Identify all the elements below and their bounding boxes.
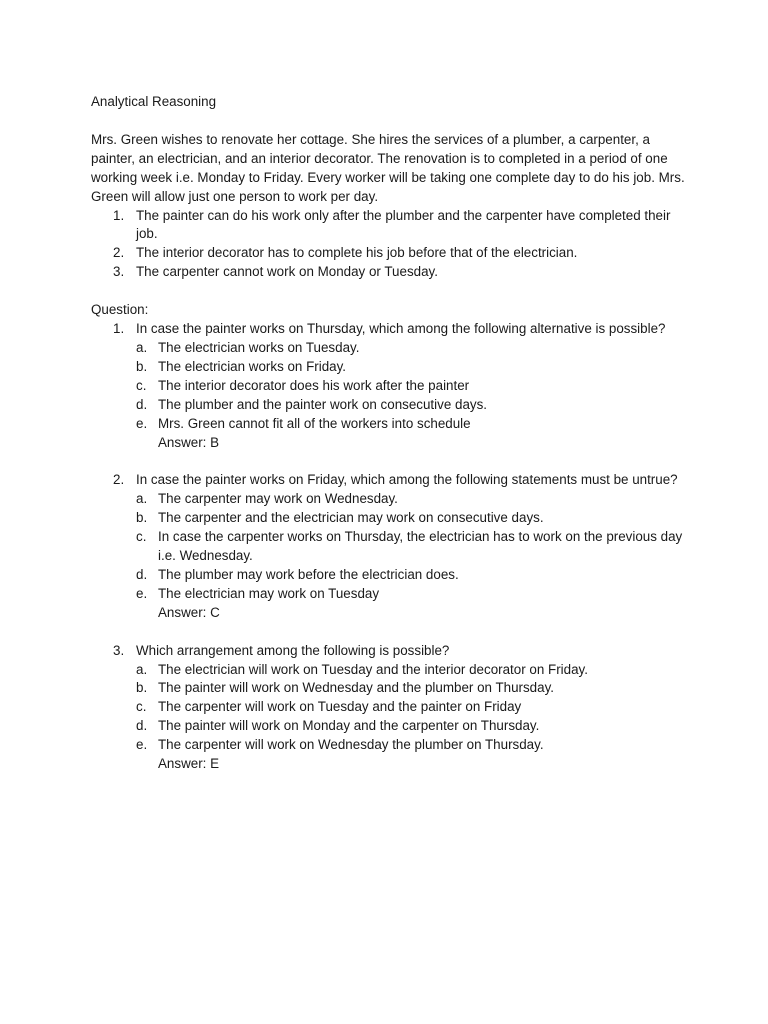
rule-item: [91, 244, 691, 263]
rules-list: [91, 207, 691, 283]
question-text: Which arrangement among the following is possible?: [136, 642, 450, 658]
question-label: Question:: [91, 302, 149, 318]
rule-item: [91, 207, 691, 245]
option-text: The electrician may work on Tuesday: [158, 585, 380, 601]
option-item: [136, 528, 691, 566]
option-item: [136, 377, 691, 396]
question-number: 3.: [113, 642, 125, 658]
option-letter: b.: [136, 358, 148, 374]
rule-number: 1.: [113, 207, 125, 223]
option-item: [136, 415, 691, 434]
question-text: In case the painter works on Thursday, which among the following alternative is possible?: [136, 321, 666, 337]
question-item: [91, 471, 691, 622]
rule-number: 2.: [113, 245, 125, 261]
answer-text: Answer: B: [158, 434, 220, 450]
option-text: The carpenter will work on Tuesday and the painter on Friday: [158, 699, 522, 715]
question-item: [91, 320, 691, 452]
option-letter: d.: [136, 396, 148, 412]
option-item: [136, 566, 691, 585]
option-letter: d.: [136, 566, 148, 582]
question-text: In case the painter works on Friday, which among the following statements must be untrue?: [136, 472, 678, 488]
option-letter: c.: [136, 377, 147, 393]
option-item: [136, 339, 691, 358]
option-letter: a.: [136, 661, 148, 677]
rule-text: The interior decorator has to complete his job before that of the electrician.: [136, 245, 578, 261]
questions-list: [91, 320, 691, 774]
option-text: The electrician works on Tuesday.: [158, 339, 360, 355]
option-text: In case the carpenter works on Thursday, the electrician has to work on the previous day i.e. Wednesday.: [158, 529, 683, 564]
option-item: [136, 736, 691, 755]
option-text: The electrician will work on Tuesday and the interior decorator on Friday.: [158, 661, 588, 677]
options-list: [136, 661, 691, 756]
option-text: The painter will work on Wednesday and the plumber on Thursday.: [158, 680, 554, 696]
rule-number: 3.: [113, 264, 125, 280]
option-text: The carpenter will work on Wednesday the plumber on Thursday.: [158, 737, 544, 753]
option-text: The electrician works on Friday.: [158, 358, 347, 374]
option-text: The plumber and the painter work on consecutive days.: [158, 396, 487, 412]
option-item: [136, 358, 691, 377]
option-text: The painter will work on Monday and the carpenter on Thursday.: [158, 718, 540, 734]
option-item: [136, 717, 691, 736]
option-letter: a.: [136, 339, 148, 355]
option-letter: c.: [136, 699, 147, 715]
option-item: [136, 679, 691, 698]
option-letter: c.: [136, 529, 147, 545]
rule-text: The painter can do his work only after the plumber and the carpenter have completed their job.: [136, 207, 671, 242]
option-text: The plumber may work before the electrician does.: [158, 566, 459, 582]
option-letter: a.: [136, 491, 148, 507]
option-text: The interior decorator does his work after the painter: [158, 377, 470, 393]
option-letter: e.: [136, 737, 148, 753]
question-number: 2.: [113, 472, 125, 488]
option-item: [136, 509, 691, 528]
options-list: [136, 490, 691, 603]
option-text: Mrs. Green cannot fit all of the workers into schedule: [158, 415, 471, 431]
options-list: [136, 339, 691, 434]
option-letter: b.: [136, 680, 148, 696]
option-letter: e.: [136, 585, 148, 601]
rule-text: The carpenter cannot work on Monday or Tuesday.: [136, 264, 438, 280]
option-item: [136, 490, 691, 509]
option-text: The carpenter and the electrician may work on consecutive days.: [158, 510, 544, 526]
question-number: 1.: [113, 321, 125, 337]
rule-item: [91, 263, 691, 282]
answer-text: Answer: C: [158, 604, 220, 620]
question-item: [91, 642, 691, 774]
intro-paragraph: Mrs. Green wishes to renovate her cottage. She hires the services of a plumber, a carpenter, a painter, an electrician, and an interior decorator. The renovation is to completed in a period of one working week i.e. Monday to Friday. Every worker will be taking one complete day to do his job. Mrs. Green will allow just one person to work per day.: [91, 131, 685, 204]
answer-text: Answer: E: [158, 756, 220, 772]
option-letter: b.: [136, 510, 148, 526]
option-item: [136, 585, 691, 604]
option-letter: d.: [136, 718, 148, 734]
option-text: The carpenter may work on Wednesday.: [158, 491, 398, 507]
option-item: [136, 661, 691, 680]
option-item: [136, 698, 691, 717]
document-title: Analytical Reasoning: [91, 94, 217, 109]
option-letter: e.: [136, 415, 148, 431]
document-page: [91, 93, 691, 793]
option-item: [136, 396, 691, 415]
